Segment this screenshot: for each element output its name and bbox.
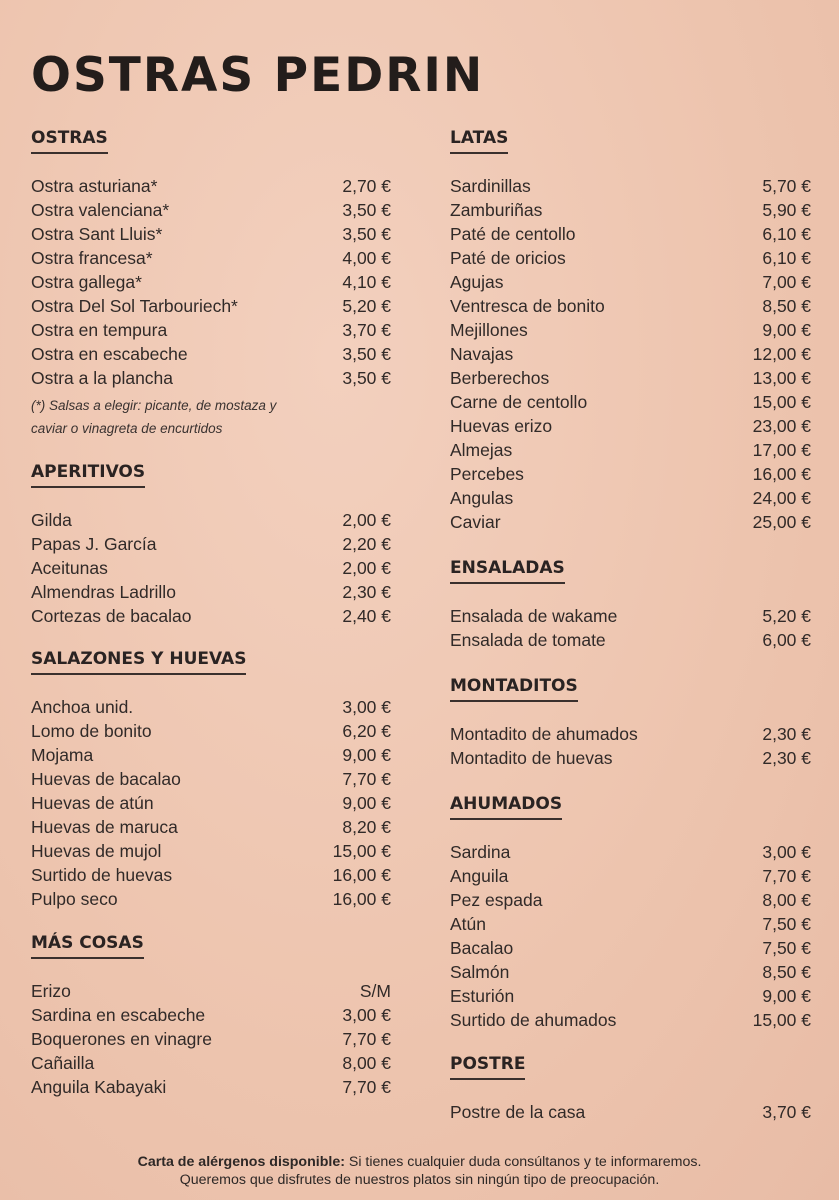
- menu-item: [450, 390, 811, 414]
- menu-section-ostras: [31, 128, 391, 440]
- item-name: Mejillones: [450, 320, 528, 340]
- item-price: 24,00 €: [752, 488, 811, 508]
- item-price: 3,50 €: [342, 224, 391, 244]
- menu-item: [450, 1100, 811, 1124]
- item-price: 8,00 €: [762, 890, 811, 910]
- item-price: 3,50 €: [342, 368, 391, 388]
- item-name: Atún: [450, 914, 486, 934]
- left-column: [31, 128, 391, 1099]
- menu-item: [31, 342, 391, 366]
- item-price: 7,70 €: [762, 866, 811, 886]
- item-price: 12,00 €: [752, 344, 811, 364]
- item-name: Carne de centollo: [450, 392, 588, 412]
- item-name: Salmón: [450, 962, 510, 982]
- item-price: 2,20 €: [342, 534, 391, 554]
- item-name: Cañailla: [31, 1053, 95, 1073]
- menu-section-postre: [450, 1054, 811, 1124]
- item-price: 16,00 €: [332, 889, 391, 909]
- item-name: Ostra asturiana*: [31, 176, 158, 196]
- menu-item: [31, 1051, 391, 1075]
- menu-section-mas-cosas: [31, 933, 391, 1099]
- item-name: Percebes: [450, 464, 524, 484]
- item-price: 9,00 €: [762, 986, 811, 1006]
- item-name: Esturión: [450, 986, 515, 1006]
- menu-item: [450, 462, 811, 486]
- menu-item: [450, 628, 811, 652]
- item-price: 8,50 €: [762, 296, 811, 316]
- item-price: 3,50 €: [342, 344, 391, 364]
- item-price: 15,00 €: [752, 1010, 811, 1030]
- section-heading: APERITIVOS: [31, 462, 145, 488]
- item-name: Cortezas de bacalao: [31, 606, 192, 626]
- menu-item: [450, 414, 811, 438]
- item-name: Ostra francesa*: [31, 248, 153, 268]
- item-price: 3,00 €: [762, 842, 811, 862]
- item-name: Ostra valenciana*: [31, 200, 170, 220]
- section-heading: AHUMADOS: [450, 794, 562, 820]
- item-name: Pez espada: [450, 890, 543, 910]
- item-list: [31, 174, 391, 390]
- item-price: 3,00 €: [342, 1005, 391, 1025]
- menu-item: [31, 604, 391, 628]
- item-price: 7,50 €: [762, 914, 811, 934]
- item-price: 16,00 €: [332, 865, 391, 885]
- menu-item: [450, 840, 811, 864]
- item-name: Huevas de bacalao: [31, 769, 181, 789]
- menu-item: [31, 508, 391, 532]
- item-name: Ensalada de tomate: [450, 630, 606, 650]
- item-name: Gilda: [31, 510, 72, 530]
- item-price: 5,70 €: [762, 176, 811, 196]
- menu-item: [31, 366, 391, 390]
- item-price: 3,70 €: [762, 1102, 811, 1122]
- sauce-note: [31, 394, 391, 440]
- menu-item: [450, 270, 811, 294]
- menu-section-ensaladas: [450, 558, 811, 652]
- item-name: Erizo: [31, 981, 71, 1001]
- item-name: Anguila Kabayaki: [31, 1077, 167, 1097]
- item-price: 6,10 €: [762, 224, 811, 244]
- item-price: 9,00 €: [342, 745, 391, 765]
- item-price: 4,00 €: [342, 248, 391, 268]
- menu-item: [450, 318, 811, 342]
- item-name: Sardina en escabeche: [31, 1005, 206, 1025]
- menu-item: [31, 556, 391, 580]
- item-name: Ostra Del Sol Tarbouriech*: [31, 296, 238, 316]
- menu-item: [450, 342, 811, 366]
- item-price: S/M: [359, 981, 391, 1001]
- item-name: Angulas: [450, 488, 514, 508]
- item-price: 9,00 €: [762, 320, 811, 340]
- item-price: 5,90 €: [762, 200, 811, 220]
- item-name: Ostra a la plancha: [31, 368, 174, 388]
- menu-item: [450, 222, 811, 246]
- menu-item: [450, 1008, 811, 1032]
- menu-item: [450, 936, 811, 960]
- item-price: 3,70 €: [342, 320, 391, 340]
- menu-item: [450, 604, 811, 628]
- item-name: Surtido de huevas: [31, 865, 173, 885]
- item-price: 6,00 €: [762, 630, 811, 650]
- item-price: 13,00 €: [752, 368, 811, 388]
- menu-item: [450, 198, 811, 222]
- menu-item: [450, 366, 811, 390]
- menu-item: [31, 222, 391, 246]
- item-name: Ventresca de bonito: [450, 296, 605, 316]
- menu-item: [450, 960, 811, 984]
- item-name: Anchoa unid.: [31, 697, 134, 717]
- item-name: Mojama: [31, 745, 94, 765]
- item-list: [31, 508, 391, 628]
- item-price: 6,20 €: [342, 721, 391, 741]
- item-name: Sardina: [450, 842, 511, 862]
- menu-item: [31, 532, 391, 556]
- item-price: 15,00 €: [752, 392, 811, 412]
- menu-item: [31, 294, 391, 318]
- item-name: Caviar: [450, 512, 501, 532]
- item-price: 2,70 €: [342, 176, 391, 196]
- item-name: Huevas de atún: [31, 793, 154, 813]
- menu-item: [31, 719, 391, 743]
- menu-section-aperitivos: [31, 462, 391, 628]
- item-price: 8,00 €: [342, 1053, 391, 1073]
- menu-section-ahumados: [450, 794, 811, 1032]
- menu-item: [450, 174, 811, 198]
- menu-item: [31, 198, 391, 222]
- item-name: Almejas: [450, 440, 513, 460]
- menu-item: [31, 887, 391, 911]
- item-name: Surtido de ahumados: [450, 1010, 617, 1030]
- item-list: [450, 604, 811, 652]
- item-name: Pulpo seco: [31, 889, 118, 909]
- item-price: 8,50 €: [762, 962, 811, 982]
- item-name: Ensalada de wakame: [450, 606, 618, 626]
- item-name: Montadito de huevas: [450, 748, 613, 768]
- menu-item: [450, 746, 811, 770]
- item-name: Montadito de ahumados: [450, 724, 638, 744]
- item-price: 2,30 €: [762, 748, 811, 768]
- right-column: [450, 128, 811, 1124]
- menu-item: [450, 984, 811, 1008]
- section-heading: OSTRAS: [31, 128, 108, 154]
- item-price: 16,00 €: [752, 464, 811, 484]
- item-name: Huevas de mujol: [31, 841, 162, 861]
- menu-item: [31, 695, 391, 719]
- section-heading: ENSALADAS: [450, 558, 565, 584]
- menu-item: [31, 318, 391, 342]
- menu-item: [31, 580, 391, 604]
- menu-item: [31, 979, 391, 1003]
- item-name: Agujas: [450, 272, 504, 292]
- footer-line-1: [0, 1153, 839, 1171]
- menu-item: [450, 864, 811, 888]
- menu-item: [31, 863, 391, 887]
- item-name: Sardinillas: [450, 176, 531, 196]
- allergen-label: Carta de alérgenos disponible:: [137, 1154, 345, 1170]
- menu-item: [450, 722, 811, 746]
- item-price: 4,10 €: [342, 272, 391, 292]
- item-name: Aceitunas: [31, 558, 108, 578]
- menu-item: [31, 270, 391, 294]
- item-price: 2,30 €: [762, 724, 811, 744]
- footer: [0, 1153, 839, 1189]
- item-list: [450, 1100, 811, 1124]
- item-price: 3,50 €: [342, 200, 391, 220]
- item-price: 23,00 €: [752, 416, 811, 436]
- item-name: Postre de la casa: [450, 1102, 586, 1122]
- item-price: 6,10 €: [762, 248, 811, 268]
- item-name: Zamburiñas: [450, 200, 543, 220]
- menu-item: [31, 1027, 391, 1051]
- item-name: Paté de oricios: [450, 248, 566, 268]
- allergen-text: Si tienes cualquier duda consúltanos y te informaremos.: [344, 1154, 702, 1170]
- item-price: 17,00 €: [752, 440, 811, 460]
- menu-section-salazones-y-huevas: [31, 649, 391, 911]
- menu-item: [31, 743, 391, 767]
- item-price: 2,40 €: [342, 606, 391, 626]
- menu-item: [450, 912, 811, 936]
- item-list: [31, 695, 391, 911]
- item-price: 5,20 €: [762, 606, 811, 626]
- menu-item: [31, 1075, 391, 1099]
- menu-item: [450, 438, 811, 462]
- item-name: Papas J. García: [31, 534, 157, 554]
- menu-item: [31, 174, 391, 198]
- item-name: Ostra Sant Lluis*: [31, 224, 163, 244]
- item-name: Lomo de bonito: [31, 721, 152, 741]
- item-price: 25,00 €: [752, 512, 811, 532]
- item-price: 7,00 €: [762, 272, 811, 292]
- item-list: [31, 979, 391, 1099]
- menu-item: [31, 246, 391, 270]
- item-name: Ostra en escabeche: [31, 344, 188, 364]
- item-price: 9,00 €: [342, 793, 391, 813]
- restaurant-title: OSTRAS PEDRIN: [31, 48, 485, 103]
- item-price: 2,30 €: [342, 582, 391, 602]
- menu-item: [450, 510, 811, 534]
- menu-item: [31, 839, 391, 863]
- item-list: [450, 840, 811, 1032]
- item-name: Huevas erizo: [450, 416, 553, 436]
- section-heading: LATAS: [450, 128, 508, 154]
- item-list: [450, 722, 811, 770]
- item-price: 8,20 €: [342, 817, 391, 837]
- item-name: Bacalao: [450, 938, 514, 958]
- note-line: caviar o vinagreta de encurtidos: [31, 421, 223, 436]
- item-price: 7,70 €: [342, 769, 391, 789]
- section-heading: SALAZONES Y HUEVAS: [31, 649, 246, 675]
- footer-line-2: Queremos que disfrutes de nuestros platos sin ningún tipo de preocupación.: [179, 1172, 660, 1188]
- note-line: (*) Salsas a elegir: picante, de mostaza y: [31, 398, 277, 413]
- item-price: 15,00 €: [332, 841, 391, 861]
- item-price: 5,20 €: [342, 296, 391, 316]
- item-price: 7,70 €: [342, 1029, 391, 1049]
- item-name: Berberechos: [450, 368, 550, 388]
- item-name: Huevas de maruca: [31, 817, 178, 837]
- item-price: 7,50 €: [762, 938, 811, 958]
- item-name: Ostra en tempura: [31, 320, 168, 340]
- item-price: 7,70 €: [342, 1077, 391, 1097]
- menu-item: [31, 767, 391, 791]
- item-name: Almendras Ladrillo: [31, 582, 176, 602]
- menu-item: [450, 294, 811, 318]
- menu-item: [450, 246, 811, 270]
- item-list: [450, 174, 811, 534]
- item-price: 3,00 €: [342, 697, 391, 717]
- item-price: 2,00 €: [342, 510, 391, 530]
- section-heading: POSTRE: [450, 1054, 525, 1080]
- item-price: 2,00 €: [342, 558, 391, 578]
- item-name: Ostra gallega*: [31, 272, 142, 292]
- item-name: Boquerones en vinagre: [31, 1029, 212, 1049]
- section-heading: MÁS COSAS: [31, 933, 144, 959]
- menu-item: [31, 1003, 391, 1027]
- menu-item: [31, 791, 391, 815]
- menu-section-montaditos: [450, 676, 811, 770]
- menu-item: [450, 486, 811, 510]
- menu-section-latas: [450, 128, 811, 534]
- item-name: Anguila: [450, 866, 509, 886]
- menu-item: [31, 815, 391, 839]
- item-name: Navajas: [450, 344, 514, 364]
- item-name: Paté de centollo: [450, 224, 576, 244]
- section-heading: MONTADITOS: [450, 676, 578, 702]
- menu-item: [450, 888, 811, 912]
